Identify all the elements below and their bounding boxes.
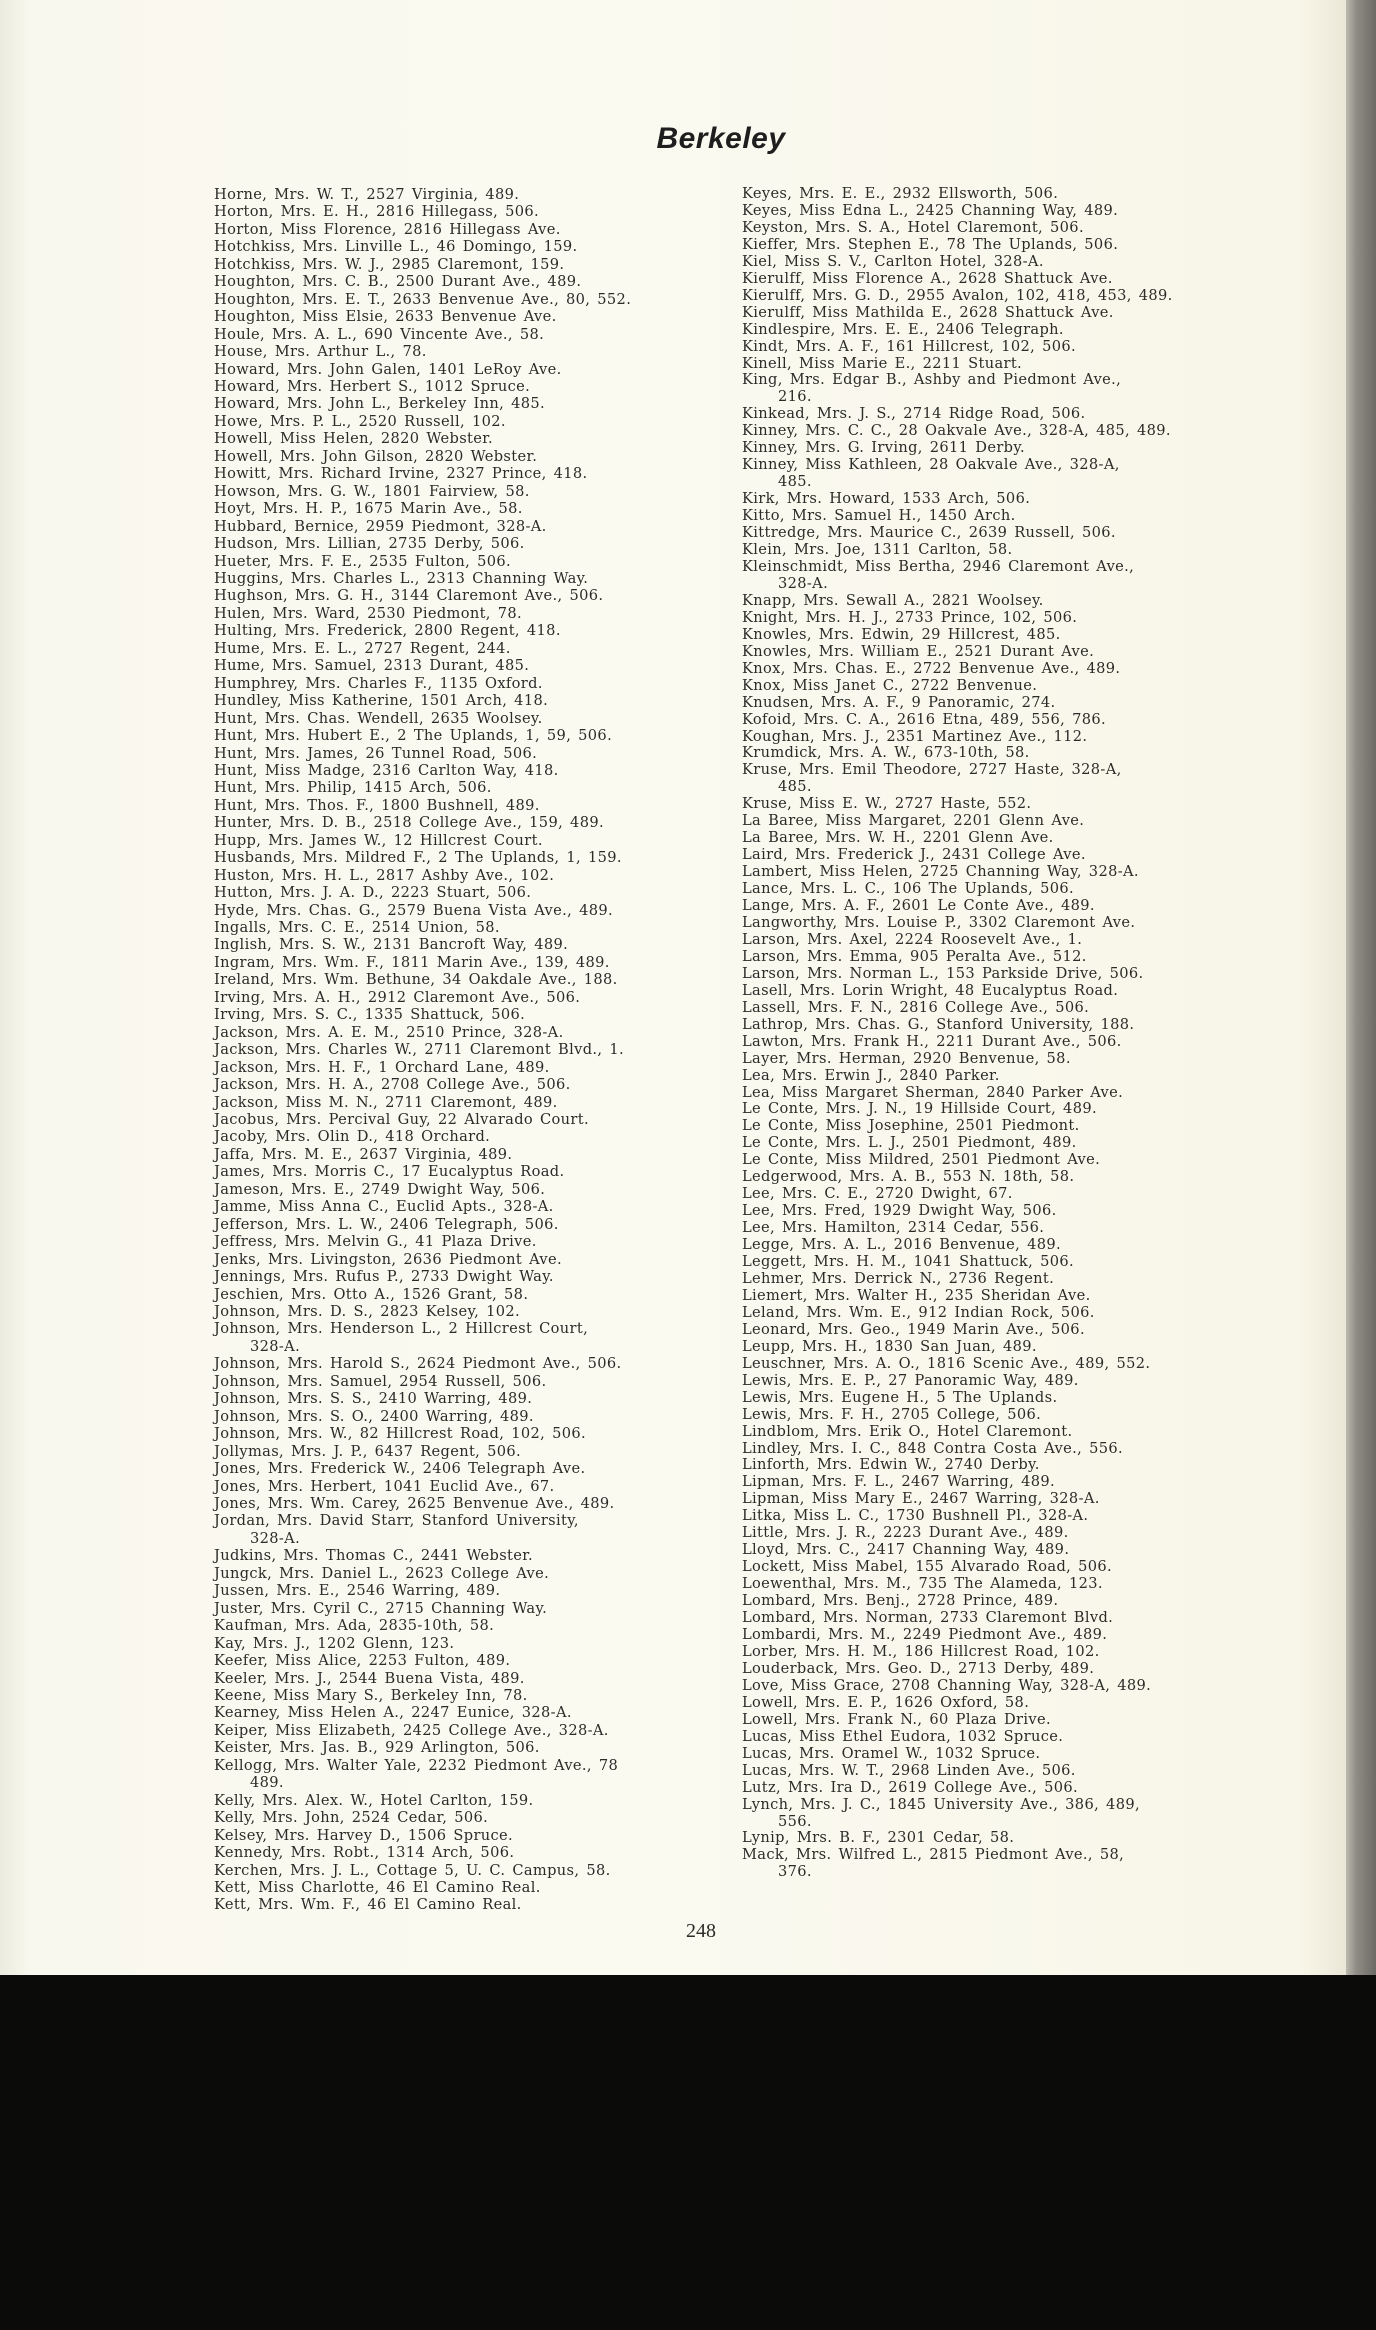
directory-entry: Howe, Mrs. P. L., 2520 Russell, 102. xyxy=(214,412,506,430)
directory-entry: Kittredge, Mrs. Maurice C., 2639 Russell, 506. xyxy=(742,524,1116,542)
directory-entry: Jackson, Miss M. N., 2711 Claremont, 489. xyxy=(214,1093,558,1111)
entry-continuation: 485. xyxy=(778,778,812,796)
directory-entry: Lea, Mrs. Erwin J., 2840 Parker. xyxy=(742,1066,1000,1084)
directory-entry: Hunt, Mrs. Hubert E., 2 The Uplands, 1, 59, 506. xyxy=(214,727,613,745)
directory-entry: Knudsen, Mrs. A. F., 9 Panoramic, 274. xyxy=(742,693,1056,711)
directory-entry: Kelsey, Mrs. Harvey D., 1506 Spruce. xyxy=(214,1826,514,1844)
directory-entry: Lowell, Mrs. E. P., 1626 Oxford, 58. xyxy=(742,1693,1030,1711)
directory-entry: Liemert, Mrs. Walter H., 235 Sheridan Ave. xyxy=(742,1286,1091,1304)
directory-entry: Kett, Miss Charlotte, 46 El Camino Real. xyxy=(214,1878,541,1896)
directory-entry: Kindlespire, Mrs. E. E., 2406 Telegraph. xyxy=(742,320,1064,338)
directory-entry: Lindley, Mrs. I. C., 848 Contra Costa Ave., 556. xyxy=(742,1439,1123,1457)
directory-entry: Ingram, Mrs. Wm. F., 1811 Marin Ave., 139, 489. xyxy=(214,953,610,971)
directory-entry: Leupp, Mrs. H., 1830 San Juan, 489. xyxy=(742,1337,1037,1355)
directory-entry: Houghton, Miss Elsie, 2633 Benvenue Ave. xyxy=(214,308,557,326)
directory-entry: Jacoby, Mrs. Olin D., 418 Orchard. xyxy=(214,1128,491,1146)
directory-entry: Lee, Mrs. Fred, 1929 Dwight Way, 506. xyxy=(742,1202,1057,1220)
directory-entry: Hyde, Mrs. Chas. G., 2579 Buena Vista Ave., 489. xyxy=(214,901,613,919)
directory-entry: Lasell, Mrs. Lorin Wright, 48 Eucalyptus Road. xyxy=(742,981,1119,999)
directory-entry: Lombard, Mrs. Benj., 2728 Prince, 489. xyxy=(742,1592,1059,1610)
directory-entry: Howard, Mrs. John Galen, 1401 LeRoy Ave. xyxy=(214,360,562,378)
directory-entry: Loewenthal, Mrs. M., 735 The Alameda, 123. xyxy=(742,1575,1103,1593)
directory-entry: Howard, Mrs. Herbert S., 1012 Spruce. xyxy=(214,377,531,395)
directory-entry: Kiel, Miss S. V., Carlton Hotel, 328-A. xyxy=(742,252,1044,270)
directory-entry: Kerchen, Mrs. J. L., Cottage 5, U. C. Campus, 58. xyxy=(214,1861,611,1879)
directory-entry: King, Mrs. Edgar B., Ashby and Piedmont Ave., xyxy=(742,371,1122,389)
directory-entry: Kay, Mrs. J., 1202 Glenn, 123. xyxy=(214,1634,455,1652)
directory-entry: Jordan, Mrs. David Starr, Stanford University, xyxy=(214,1512,579,1530)
directory-entry: Hughson, Mrs. G. H., 3144 Claremont Ave., 506. xyxy=(214,587,604,605)
directory-entry: Kellogg, Mrs. Walter Yale, 2232 Piedmont Ave., 78 xyxy=(214,1756,619,1774)
directory-entry: Larson, Mrs. Axel, 2224 Roosevelt Ave., 1. xyxy=(742,930,1083,948)
directory-entry: Larson, Mrs. Norman L., 153 Parkside Drive, 506. xyxy=(742,964,1144,982)
directory-entry: Judkins, Mrs. Thomas C., 2441 Webster. xyxy=(214,1547,533,1565)
directory-entry: Kearney, Miss Helen A., 2247 Eunice, 328-A. xyxy=(214,1704,572,1722)
directory-entry: Knox, Mrs. Chas. E., 2722 Benvenue Ave., 489. xyxy=(742,659,1121,677)
entry-continuation: 485. xyxy=(778,473,812,491)
page-edge-shadow xyxy=(1346,0,1376,1975)
directory-entry: Kinell, Miss Marie E., 2211 Stuart. xyxy=(742,354,1023,372)
directory-entry: Leggett, Mrs. H. M., 1041 Shattuck, 506. xyxy=(742,1253,1074,1271)
directory-entry: Hunt, Miss Madge, 2316 Carlton Way, 418. xyxy=(214,761,559,779)
directory-entry: Lucas, Mrs. Oramel W., 1032 Spruce. xyxy=(742,1744,1041,1762)
directory-entry: Leonard, Mrs. Geo., 1949 Marin Ave., 506. xyxy=(742,1320,1085,1338)
directory-entry: Hubbard, Bernice, 2959 Piedmont, 328-A. xyxy=(214,517,547,535)
directory-entry: Hulen, Mrs. Ward, 2530 Piedmont, 78. xyxy=(214,604,523,622)
directory-entry: Houghton, Mrs. E. T., 2633 Benvenue Ave., 80, 552. xyxy=(214,290,632,308)
directory-entry: Hunt, Mrs. Thos. F., 1800 Bushnell, 489. xyxy=(214,796,540,814)
directory-entry: Horton, Mrs. E. H., 2816 Hillegass, 506. xyxy=(214,203,540,221)
directory-entry: Keene, Miss Mary S., Berkeley Inn, 78. xyxy=(214,1686,528,1704)
directory-entry: Lee, Mrs. C. E., 2720 Dwight, 67. xyxy=(742,1185,1013,1203)
directory-entry: Le Conte, Mrs. J. N., 19 Hillside Court, 489. xyxy=(742,1100,1097,1118)
directory-entry: Kett, Mrs. Wm. F., 46 El Camino Real. xyxy=(214,1896,522,1914)
directory-entry: Hulting, Mrs. Frederick, 2800 Regent, 418. xyxy=(214,622,561,640)
directory-entry: Lance, Mrs. L. C., 106 The Uplands, 506. xyxy=(742,880,1075,898)
directory-entry: Linforth, Mrs. Edwin W., 2740 Derby. xyxy=(742,1456,1040,1474)
directory-entry: Johnson, Mrs. Samuel, 2954 Russell, 506. xyxy=(214,1372,547,1390)
directory-entry: Jacobus, Mrs. Percival Guy, 22 Alvarado Court. xyxy=(214,1111,589,1129)
directory-entry: Love, Miss Grace, 2708 Channing Way, 328-A, 489. xyxy=(742,1676,1152,1694)
directory-entry: Kinney, Mrs. G. Irving, 2611 Derby. xyxy=(742,439,1025,457)
directory-entry: Jackson, Mrs. H. F., 1 Orchard Lane, 489. xyxy=(214,1058,550,1076)
directory-entry: Jaffa, Mrs. M. E., 2637 Virginia, 489. xyxy=(214,1145,513,1163)
page-number: 248 xyxy=(686,1920,716,1942)
directory-entry: Johnson, Mrs. D. S., 2823 Kelsey, 102. xyxy=(214,1303,521,1320)
directory-entry: Keyes, Mrs. E. E., 2932 Ellsworth, 506. xyxy=(742,185,1059,202)
directory-entry: Johnson, Mrs. Henderson L., 2 Hillcrest Court, xyxy=(214,1320,589,1338)
directory-entry: Le Conte, Miss Mildred, 2501 Piedmont Ave. xyxy=(742,1151,1101,1169)
entry-continuation: 328-A. xyxy=(250,1337,301,1355)
directory-entry: Jollymas, Mrs. J. P., 6437 Regent, 506. xyxy=(214,1442,522,1460)
directory-entry: Lea, Miss Margaret Sherman, 2840 Parker Ave. xyxy=(742,1083,1124,1101)
directory-entry: Knapp, Mrs. Sewall A., 2821 Woolsey. xyxy=(742,591,1044,609)
directory-entry: Knowles, Mrs. Edwin, 29 Hillcrest, 485. xyxy=(742,625,1061,643)
directory-entry: Hutton, Mrs. J. A. D., 2223 Stuart, 506. xyxy=(214,884,532,902)
directory-entry: Kierulff, Miss Mathilda E., 2628 Shattuck Ave. xyxy=(742,303,1114,321)
directory-entry: Lewis, Mrs. E. P., 27 Panoramic Way, 489. xyxy=(742,1371,1079,1389)
directory-entry: Legge, Mrs. A. L., 2016 Benvenue, 489. xyxy=(742,1236,1061,1254)
directory-entry: La Baree, Mrs. W. H., 2201 Glenn Ave. xyxy=(742,829,1054,847)
directory-entry: Jeschien, Mrs. Otto A., 1526 Grant, 58. xyxy=(214,1285,529,1303)
directory-entry: Keyston, Mrs. S. A., Hotel Claremont, 506. xyxy=(742,218,1084,236)
page-title: Berkeley xyxy=(656,122,786,155)
directory-entry: Hotchkiss, Mrs. W. J., 2985 Claremont, 159. xyxy=(214,255,565,273)
directory-entry: Lombard, Mrs. Norman, 2733 Claremont Blvd. xyxy=(742,1609,1114,1627)
directory-entry: Humphrey, Mrs. Charles F., 1135 Oxford. xyxy=(214,674,543,692)
directory-entry: Kelly, Mrs. Alex. W., Hotel Carlton, 159. xyxy=(214,1791,534,1809)
directory-entry: Keister, Mrs. Jas. B., 929 Arlington, 506. xyxy=(214,1739,540,1757)
directory-entry: Keeler, Mrs. J., 2544 Buena Vista, 489. xyxy=(214,1669,525,1687)
directory-entry: Langworthy, Mrs. Louise P., 3302 Claremont Ave. xyxy=(742,913,1136,931)
directory-entry: Lowell, Mrs. Frank N., 60 Plaza Drive. xyxy=(742,1710,1051,1728)
directory-entry: Leuschner, Mrs. A. O., 1816 Scenic Ave., 489, 552. xyxy=(742,1354,1151,1372)
directory-entry: Kirk, Mrs. Howard, 1533 Arch, 506. xyxy=(742,490,1031,508)
directory-entry: Jeffress, Mrs. Melvin G., 41 Plaza Drive. xyxy=(214,1233,537,1251)
directory-entry: Lipman, Miss Mary E., 2467 Warring, 328-A. xyxy=(742,1490,1100,1508)
directory-entry: Leland, Mrs. Wm. E., 912 Indian Rock, 506. xyxy=(742,1303,1095,1321)
directory-entry: Johnson, Mrs. S. S., 2410 Warring, 489. xyxy=(214,1390,533,1408)
directory-entry: Kofoid, Mrs. C. A., 2616 Etna, 489, 556, 786. xyxy=(742,710,1107,728)
directory-entry: Louderback, Mrs. Geo. D., 2713 Derby, 489. xyxy=(742,1659,1095,1677)
directory-entry: Lucas, Miss Ethel Eudora, 1032 Spruce. xyxy=(742,1727,1064,1745)
directory-entry: Kindt, Mrs. A. F., 161 Hillcrest, 102, 506. xyxy=(742,337,1077,355)
directory-entry: Johnson, Mrs. Harold S., 2624 Piedmont Ave., 506. xyxy=(214,1355,622,1373)
directory-entry: Hupp, Mrs. James W., 12 Hillcrest Court. xyxy=(214,831,543,849)
directory-entry: Howitt, Mrs. Richard Irvine, 2327 Prince, 418. xyxy=(214,465,588,483)
directory-entry: Howell, Mrs. John Gilson, 2820 Webster. xyxy=(214,447,538,465)
directory-entry: Lawton, Mrs. Frank H., 2211 Durant Ave., 506. xyxy=(742,1032,1122,1050)
directory-entry: Lynip, Mrs. B. F., 2301 Cedar, 58. xyxy=(742,1829,1015,1847)
directory-entry: La Baree, Miss Margaret, 2201 Glenn Ave. xyxy=(742,812,1085,830)
directory-entry: Lee, Mrs. Hamilton, 2314 Cedar, 556. xyxy=(742,1219,1045,1237)
directory-entry: Huggins, Mrs. Charles L., 2313 Channing Way. xyxy=(214,569,589,587)
directory-entry: Lipman, Mrs. F. L., 2467 Warring, 489. xyxy=(742,1473,1055,1491)
directory-entry: Lambert, Miss Helen, 2725 Channing Way, 328-A. xyxy=(742,863,1139,881)
directory-entry: Irving, Mrs. S. C., 1335 Shattuck, 506. xyxy=(214,1006,526,1024)
directory-entry: Jones, Mrs. Herbert, 1041 Euclid Ave., 67. xyxy=(214,1477,555,1495)
directory-entry: Lombardi, Mrs. M., 2249 Piedmont Ave., 489. xyxy=(742,1626,1108,1644)
directory-entry: Jungck, Mrs. Daniel L., 2623 College Ave. xyxy=(214,1564,550,1582)
directory-entry: Houghton, Mrs. C. B., 2500 Durant Ave., 489. xyxy=(214,273,582,291)
directory-entry: Jackson, Mrs. H. A., 2708 College Ave., 506. xyxy=(214,1076,571,1094)
directory-entry: Mack, Mrs. Wilfred L., 2815 Piedmont Ave., 58, xyxy=(742,1846,1125,1864)
directory-entry: Kinney, Mrs. C. C., 28 Oakvale Ave., 328-A, 485, 489. xyxy=(742,422,1171,440)
directory-entry: Jameson, Mrs. E., 2749 Dwight Way, 506. xyxy=(214,1180,546,1198)
directory-entry: House, Mrs. Arthur L., 78. xyxy=(214,343,427,361)
directory-entry: Lockett, Miss Mabel, 155 Alvarado Road, 506. xyxy=(742,1558,1113,1576)
directory-entry: Kieffer, Mrs. Stephen E., 78 The Uplands, 506. xyxy=(742,235,1119,253)
directory-entry: Jennings, Mrs. Rufus P., 2733 Dwight Way. xyxy=(214,1268,554,1286)
directory-entry: Lange, Mrs. A. F., 2601 Le Conte Ave., 489. xyxy=(742,897,1095,915)
directory-entry: Kelly, Mrs. John, 2524 Cedar, 506. xyxy=(214,1809,489,1827)
directory-entry: Hume, Mrs. Samuel, 2313 Durant, 485. xyxy=(214,657,530,675)
directory-entry: Krumdick, Mrs. A. W., 673-10th, 58. xyxy=(742,744,1030,762)
directory-entry: Ireland, Mrs. Wm. Bethune, 34 Oakdale Ave., 188. xyxy=(214,971,618,989)
directory-entry: Knox, Miss Janet C., 2722 Benvenue. xyxy=(742,676,1038,694)
directory-entry: Knight, Mrs. H. J., 2733 Prince, 102, 506. xyxy=(742,608,1078,626)
directory-entry: Ingalls, Mrs. C. E., 2514 Union, 58. xyxy=(214,919,500,937)
left-column xyxy=(214,186,631,1914)
directory-entry: Hueter, Mrs. F. E., 2535 Fulton, 506. xyxy=(214,552,512,570)
directory-entry: Ledgerwood, Mrs. A. B., 553 N. 18th, 58. xyxy=(742,1168,1075,1186)
directory-entry: Kitto, Mrs. Samuel H., 1450 Arch. xyxy=(742,507,1016,525)
directory-entry: Hunt, Mrs. Chas. Wendell, 2635 Woolsey. xyxy=(214,709,543,727)
directory-entry: Lewis, Mrs. Eugene H., 5 The Uplands. xyxy=(742,1388,1058,1406)
directory-entry: Jefferson, Mrs. L. W., 2406 Telegraph, 506. xyxy=(214,1215,559,1233)
directory-entry: Husbands, Mrs. Mildred F., 2 The Uplands, 1, 159. xyxy=(214,849,622,867)
directory-entry: Hunt, Mrs. Philip, 1415 Arch, 506. xyxy=(214,779,492,797)
directory-entry: Larson, Mrs. Emma, 905 Peralta Ave., 512. xyxy=(742,947,1087,965)
directory-entry: Knowles, Mrs. William E., 2521 Durant Ave. xyxy=(742,642,1095,660)
directory-entry: Litka, Miss L. C., 1730 Bushnell Pl., 328-A. xyxy=(742,1507,1089,1525)
directory-entry: Johnson, Mrs. S. O., 2400 Warring, 489. xyxy=(214,1407,534,1425)
directory-entry: Klein, Mrs. Joe, 1311 Carlton, 58. xyxy=(742,541,1013,559)
directory-entry: Hunter, Mrs. D. B., 2518 College Ave., 159, 489. xyxy=(214,814,604,832)
directory-entry: Lindblom, Mrs. Erik O., Hotel Claremont. xyxy=(742,1422,1073,1440)
directory-entry: Jussen, Mrs. E., 2546 Warring, 489. xyxy=(214,1582,501,1600)
directory-entry: Le Conte, Mrs. L. J., 2501 Piedmont, 489. xyxy=(742,1134,1077,1152)
directory-entry: Hunt, Mrs. James, 26 Tunnel Road, 506. xyxy=(214,744,538,762)
directory-entry: Inglish, Mrs. S. W., 2131 Bancroft Way, 489. xyxy=(214,936,569,954)
directory-entry: Keiper, Miss Elizabeth, 2425 College Ave., 328-A. xyxy=(214,1721,609,1739)
directory-entry: Kaufman, Mrs. Ada, 2835-10th, 58. xyxy=(214,1617,495,1635)
directory-entry: Hotchkiss, Mrs. Linville L., 46 Domingo, 159. xyxy=(214,238,578,256)
directory-entry: Kleinschmidt, Miss Bertha, 2946 Claremont Ave., xyxy=(742,557,1135,575)
entry-continuation: 489. xyxy=(250,1774,284,1792)
directory-entry: Kruse, Miss E. W., 2727 Haste, 552. xyxy=(742,795,1032,813)
directory-entry: Howell, Miss Helen, 2820 Webster. xyxy=(214,430,493,448)
directory-entry: Jackson, Mrs. Charles W., 2711 Claremont Blvd., 1. xyxy=(214,1041,625,1059)
directory-entry: Layer, Mrs. Herman, 2920 Benvenue, 58. xyxy=(742,1049,1071,1067)
directory-entry: Lorber, Mrs. H. M., 186 Hillcrest Road, 102. xyxy=(742,1642,1100,1660)
directory-entry: Lucas, Mrs. W. T., 2968 Linden Ave., 506. xyxy=(742,1761,1076,1779)
directory-entry: Jackson, Mrs. A. E. M., 2510 Prince, 328-A. xyxy=(214,1023,564,1041)
directory-entry: Kierulff, Miss Florence A., 2628 Shattuck Ave. xyxy=(742,269,1113,287)
directory-entry: Kruse, Mrs. Emil Theodore, 2727 Haste, 328-A, xyxy=(742,761,1122,779)
directory-entry: Irving, Mrs. A. H., 2912 Claremont Ave., 506. xyxy=(214,988,581,1006)
directory-entry: Koughan, Mrs. J., 2351 Martinez Ave., 112. xyxy=(742,727,1088,745)
right-column xyxy=(742,186,1173,1881)
directory-entry: James, Mrs. Morris C., 17 Eucalyptus Road. xyxy=(214,1163,565,1181)
directory-entry: Le Conte, Miss Josephine, 2501 Piedmont. xyxy=(742,1117,1080,1135)
directory-entry: Howson, Mrs. G. W., 1801 Fairview, 58. xyxy=(214,482,530,500)
directory-entry: Lutz, Mrs. Ira D., 2619 College Ave., 506. xyxy=(742,1778,1079,1796)
entry-continuation: 216. xyxy=(778,388,812,406)
directory-entry: Kierulff, Mrs. G. D., 2955 Avalon, 102, 418, 453, 489. xyxy=(742,286,1173,304)
directory-entry: Little, Mrs. J. R., 2223 Durant Ave., 489. xyxy=(742,1524,1069,1542)
directory-entry: Lynch, Mrs. J. C., 1845 University Ave., 386, 489, xyxy=(742,1795,1140,1813)
directory-entry: Laird, Mrs. Frederick J., 2431 College Ave. xyxy=(742,846,1086,864)
directory-entry: Hudson, Mrs. Lillian, 2735 Derby, 506. xyxy=(214,535,525,553)
directory-entry: Johnson, Mrs. W., 82 Hillcrest Road, 102, 506. xyxy=(214,1425,586,1443)
directory-entry: Hume, Mrs. E. L., 2727 Regent, 244. xyxy=(214,639,511,657)
entry-continuation: 376. xyxy=(778,1863,812,1881)
directory-entry: Juster, Mrs. Cyril C., 2715 Channing Way. xyxy=(214,1599,548,1617)
directory-entry: Jamme, Miss Anna C., Euclid Apts., 328-A. xyxy=(214,1198,554,1216)
directory-entry: Horne, Mrs. W. T., 2527 Virginia, 489. xyxy=(214,186,520,203)
directory-entry: Houle, Mrs. A. L., 690 Vincente Ave., 58. xyxy=(214,325,545,343)
directory-entry: Hoyt, Mrs. H. P., 1675 Marin Ave., 58. xyxy=(214,500,523,518)
directory-entry: Lewis, Mrs. F. H., 2705 College, 506. xyxy=(742,1405,1042,1423)
entry-continuation: 328-A. xyxy=(250,1529,301,1547)
directory-entry: Lathrop, Mrs. Chas. G., Stanford University, 188. xyxy=(742,1015,1135,1033)
directory-entry: Lassell, Mrs. F. N., 2816 College Ave., 506. xyxy=(742,998,1090,1016)
entry-continuation: 328-A. xyxy=(778,574,829,592)
entry-continuation: 556. xyxy=(778,1812,812,1830)
directory-entry: Keefer, Miss Alice, 2253 Fulton, 489. xyxy=(214,1652,511,1670)
directory-entry: Lloyd, Mrs. C., 2417 Channing Way, 489. xyxy=(742,1541,1070,1559)
directory-entry: Jenks, Mrs. Livingston, 2636 Piedmont Ave. xyxy=(214,1250,562,1268)
directory-entry: Jones, Mrs. Wm. Carey, 2625 Benvenue Ave., 489. xyxy=(214,1494,615,1512)
directory-entry: Kinkead, Mrs. J. S., 2714 Ridge Road, 506. xyxy=(742,405,1086,423)
directory-entry: Lehmer, Mrs. Derrick N., 2736 Regent. xyxy=(742,1270,1055,1287)
directory-entry: Horton, Miss Florence, 2816 Hillegass Ave. xyxy=(214,220,561,238)
directory-entry: Hundley, Miss Katherine, 1501 Arch, 418. xyxy=(214,692,549,710)
directory-entry: Keyes, Miss Edna L., 2425 Channing Way, 489. xyxy=(742,201,1119,219)
directory-entry: Howard, Mrs. John L., Berkeley Inn, 485. xyxy=(214,395,546,413)
directory-entry: Jones, Mrs. Frederick W., 2406 Telegraph Ave. xyxy=(214,1460,586,1478)
directory-entry: Kennedy, Mrs. Robt., 1314 Arch, 506. xyxy=(214,1844,515,1862)
directory-entry: Kinney, Miss Kathleen, 28 Oakvale Ave., 328-A, xyxy=(742,456,1120,474)
directory-entry: Huston, Mrs. H. L., 2817 Ashby Ave., 102. xyxy=(214,866,555,884)
